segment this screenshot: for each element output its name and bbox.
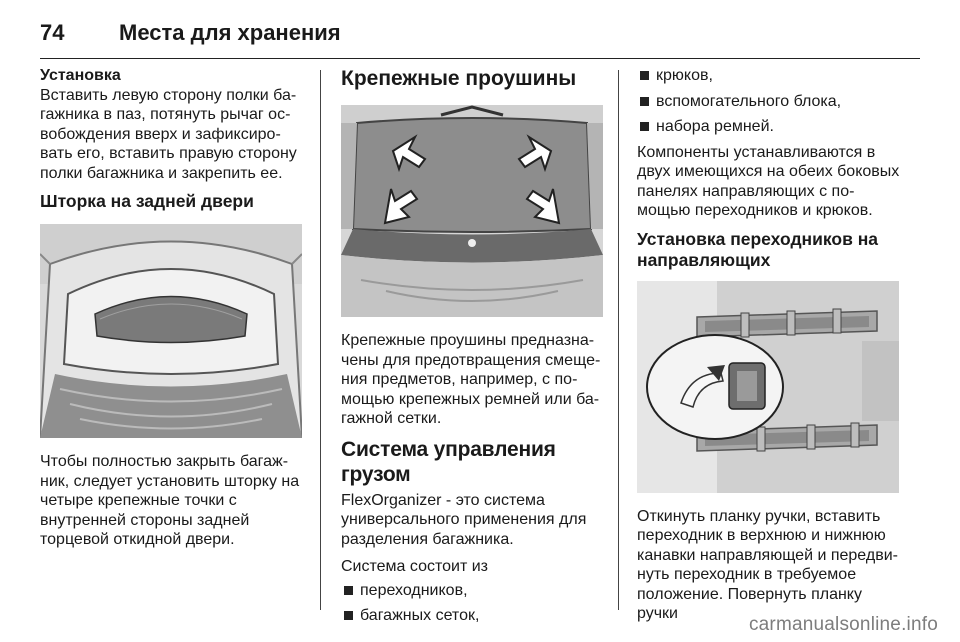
paragraph: Крепежные проушины предназначены для предотвращения смещения предметов, например, с помощью крепежных ремней или багажной сетки. [341, 332, 601, 427]
lashing-eyes-illustration [341, 105, 603, 317]
adapter-installation-illustration [637, 281, 899, 493]
paragraph: Система состоит из [341, 558, 488, 575]
heading-lashing-eyes: Крепежные проушины [341, 67, 577, 90]
paragraph: Компоненты устанавливаются в двух имеющихся на обеих боковых панелях направляющих с помощью переходников и крюков. [637, 143, 900, 219]
list-item: переходников, [341, 581, 603, 601]
bullet-square [344, 586, 353, 595]
column-divider [320, 70, 321, 610]
bullet-square [640, 97, 649, 106]
bullet-list [341, 581, 603, 626]
list-item: набора ремней. [637, 117, 901, 137]
column-1 [40, 66, 302, 558]
list-item: вспомогательного блока, [637, 92, 901, 112]
subheading-installation: Установка [40, 67, 121, 84]
tailgate-cover-illustration [40, 224, 302, 438]
bullet-square [640, 71, 649, 80]
bullet-square [640, 122, 649, 131]
column-3 [637, 66, 901, 632]
column-divider [618, 70, 619, 610]
heading-tailgate-cover: Шторка на задней двери [40, 191, 254, 211]
bullet-list [637, 66, 901, 137]
column-2 [341, 66, 603, 632]
heading-adapter-installation: Установка переходников на направляющих [637, 228, 879, 270]
paragraph: Вставить левую сторону полки багажника в паз, потянуть рычаг освобождения вверх и зафиксировать его, вставить правую сторону полки багажника и закрепить ее. [40, 86, 297, 182]
page-title: Места для хранения [119, 20, 341, 45]
paragraph: Откинуть планку ручки, вставить переходник в верхнюю и нижнюю канавки направляющей и передвинуть переходник в требуемое положение. Повернуть планку ручки [637, 507, 898, 622]
heading-load-management: Система управления грузом [341, 437, 556, 486]
page-number: 74 [40, 20, 65, 45]
list-item: багажных сеток, [341, 606, 603, 626]
list-item: крюков, [637, 66, 901, 86]
paragraph: FlexOrganizer - это система универсального применения для разделения багажника. [341, 491, 587, 548]
bullet-square [344, 611, 353, 620]
page-header [40, 0, 920, 59]
paragraph: Чтобы полностью закрыть багажник, следует установить шторку на четыре крепежные точки с внутренней стороны задней торцевой откидной двери. [40, 453, 300, 548]
watermark: carmanualsonline.info [748, 614, 938, 635]
